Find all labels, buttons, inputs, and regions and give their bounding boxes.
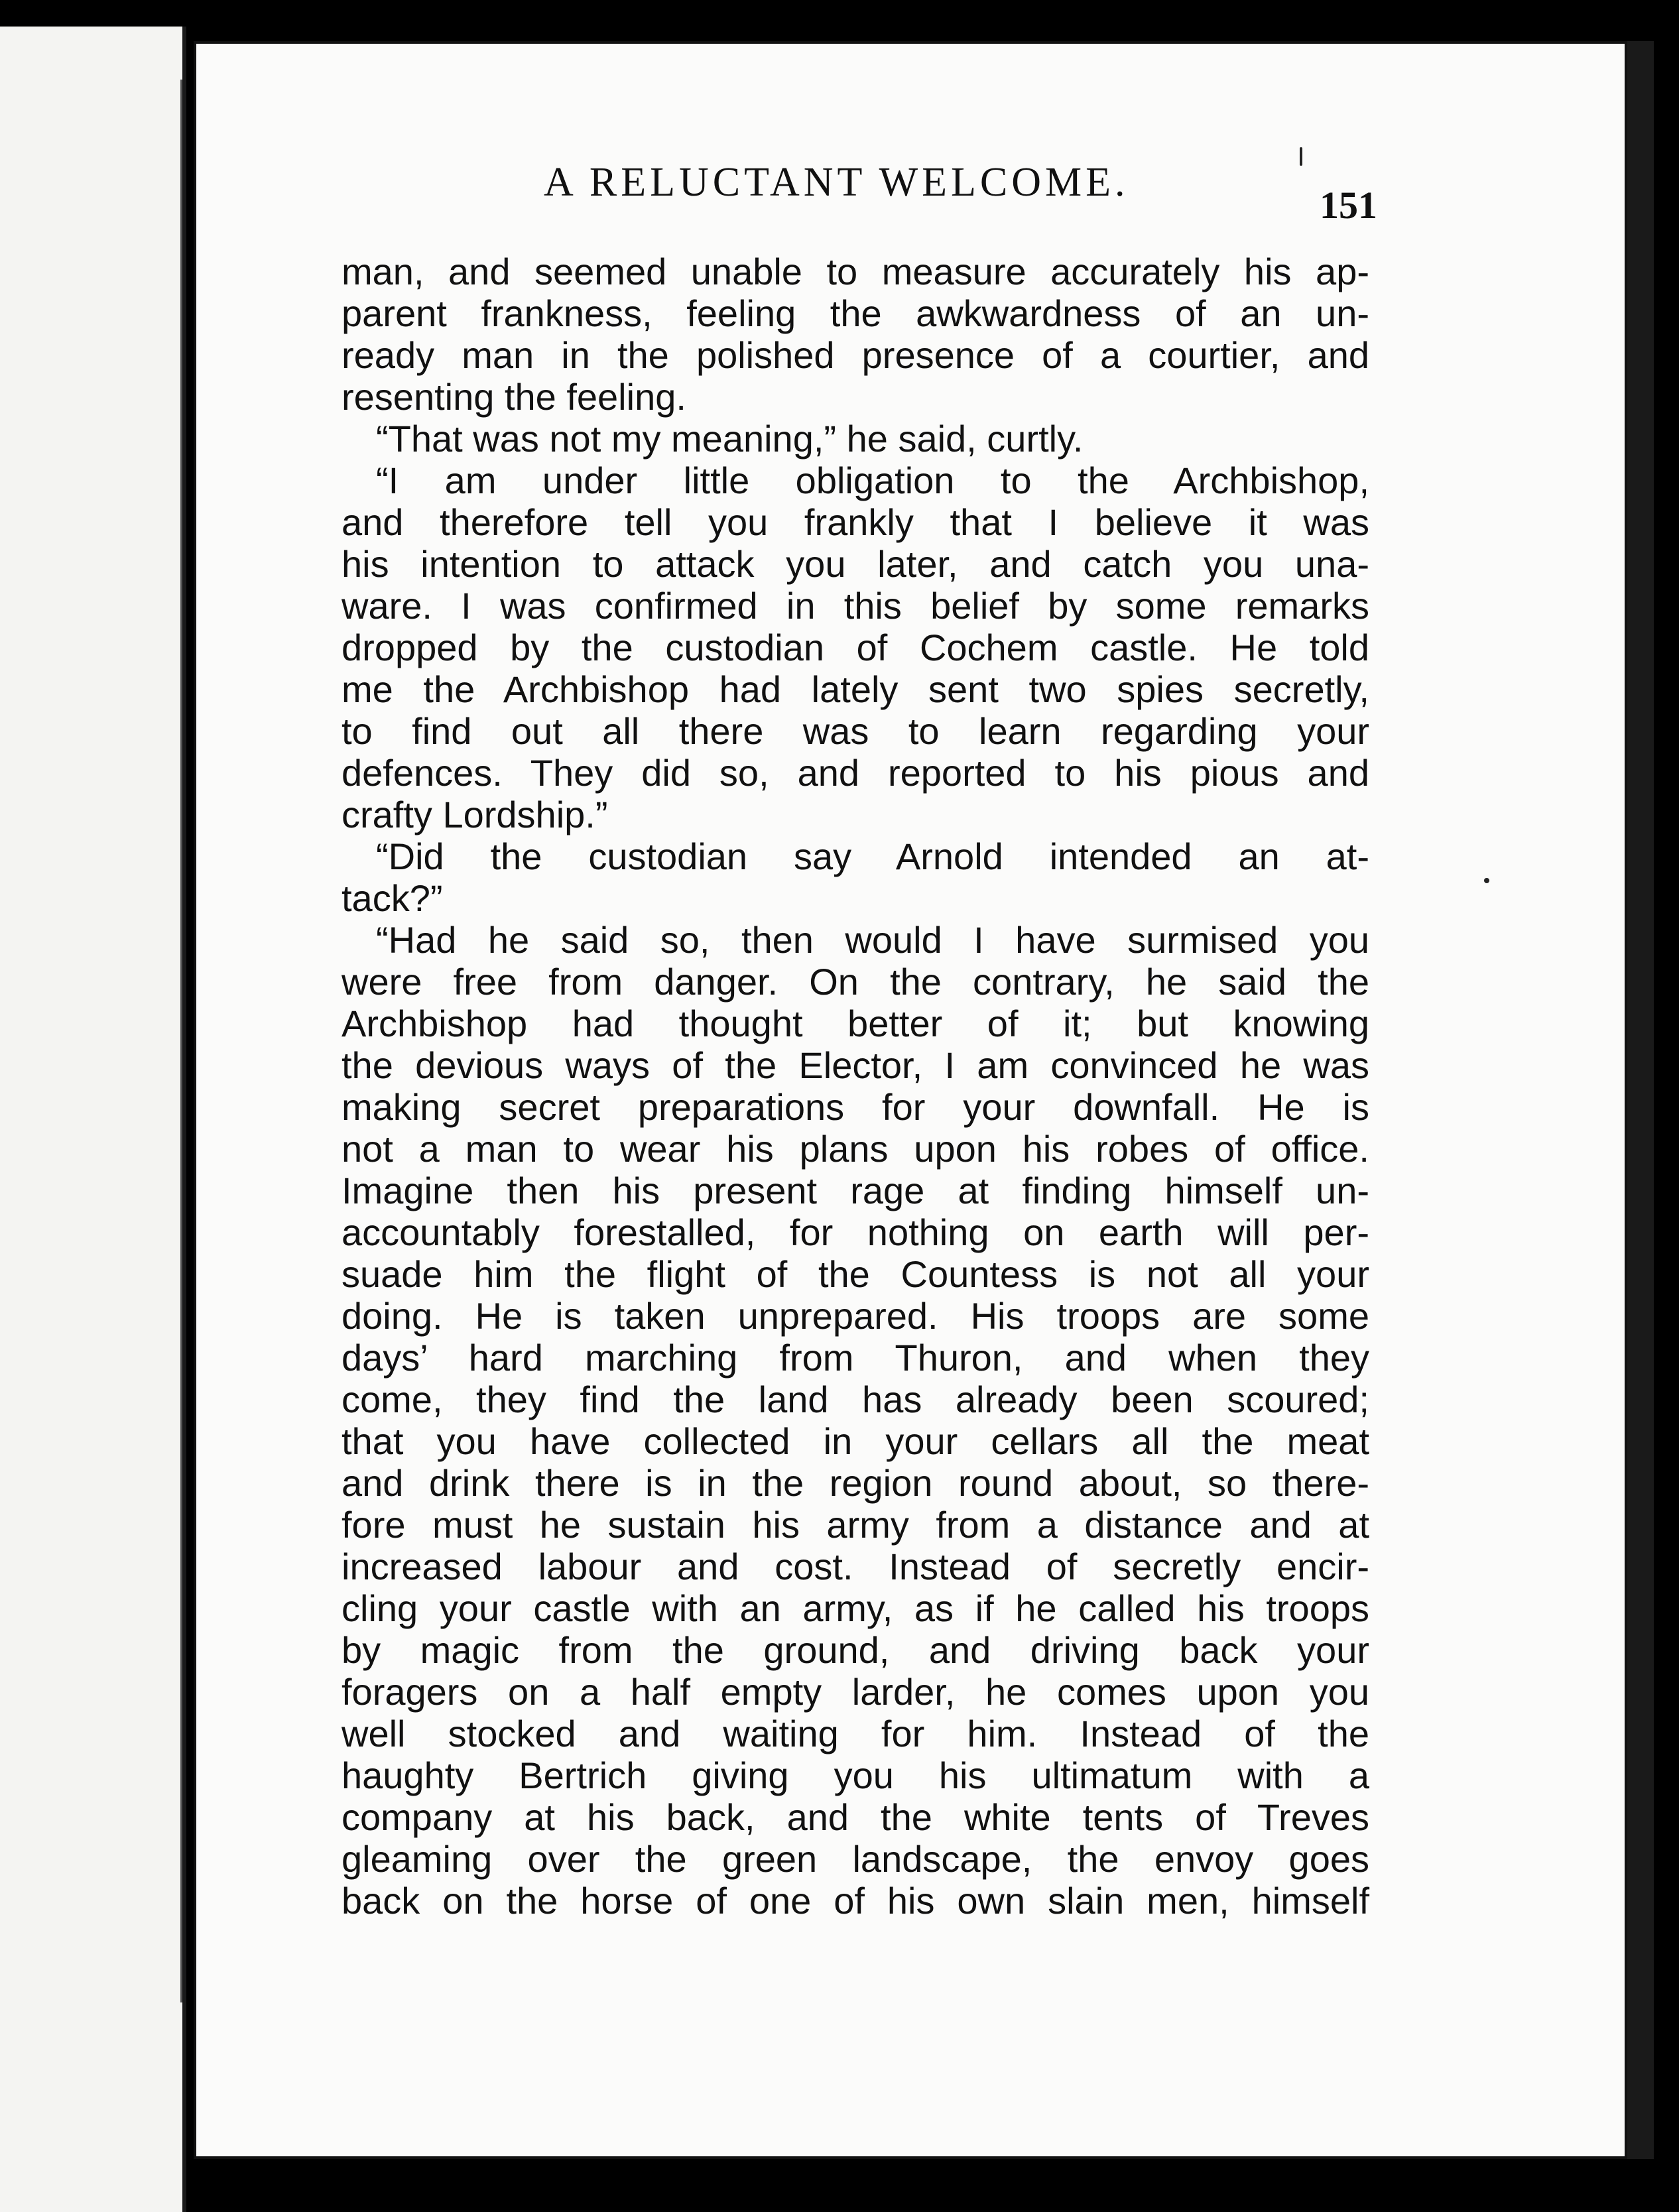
body-text [342,251,1369,1922]
text-line: me the Archbishop had lately sent two spies secretly, [342,668,1369,710]
text-line: Imagine then his present rage at finding himself un- [342,1170,1369,1211]
text-line: come, they find the land has already been scoured; [342,1379,1369,1420]
text-line: days’ hard marching from Thuron, and when they [342,1337,1369,1379]
text-line: to find out all there was to learn regarding your [342,710,1369,752]
text-line: making secret preparations for your downfall. He is [342,1086,1369,1128]
text-line: dropped by the custodian of Cochem castle. He told [342,627,1369,668]
text-line: the devious ways of the Elector, I am convinced he was [342,1044,1369,1086]
facing-page-left [0,27,186,2212]
text-line: and therefore tell you frankly that I believe it was [342,501,1369,543]
text-line: and drink there is in the region round about, so there- [342,1462,1369,1504]
page-gutter [180,80,182,2002]
text-line: “Did the custodian say Arnold intended an at- [376,835,1369,877]
text-line: “Had he said so, then would I have surmised you [376,919,1369,961]
text-line: ware. I was confirmed in this belief by some remarks [342,585,1369,627]
ink-speck [1484,878,1489,883]
text-line: back on the horse of one of his own slain men, himself [342,1880,1369,1922]
text-line: accountably forestalled, for nothing on earth will per- [342,1211,1369,1253]
page-number: 151 [1320,184,1377,227]
text-line: that you have collected in your cellars all the meat [342,1420,1369,1462]
text-line: not a man to wear his plans upon his robes of office. [342,1128,1369,1170]
text-line: increased labour and cost. Instead of secretly encir- [342,1546,1369,1587]
text-line: parent frankness, feeling the awkwardness of an un- [342,292,1369,334]
ink-speck [1300,147,1302,166]
text-line: doing. He is taken unprepared. His troops are some [342,1295,1369,1337]
text-line: Archbishop had thought better of it; but knowing [342,1003,1369,1044]
text-line: foragers on a half empty larder, he comes upon you [342,1671,1369,1713]
text-line: “That was not my meaning,” he said, curtly. [376,418,1084,460]
text-line: were free from danger. On the contrary, he said the [342,961,1369,1003]
text-line: his intention to attack you later, and catch you una- [342,543,1369,585]
text-line: gleaming over the green landscape, the envoy goes [342,1838,1369,1880]
text-line: suade him the flight of the Countess is not all your [342,1253,1369,1295]
text-line: crafty Lordship.” [342,794,608,835]
text-line: by magic from the ground, and driving back your [342,1629,1369,1671]
text-line: company at his back, and the white tents of Treves [342,1796,1369,1838]
text-line: “I am under little obligation to the Archbishop, [376,460,1369,501]
text-line: haughty Bertrich giving you his ultimatum with a [342,1754,1369,1796]
text-line: well stocked and waiting for him. Instead of the [342,1713,1369,1754]
text-line: tack?” [342,877,443,919]
text-line: ready man in the polished presence of a courtier, and [342,334,1369,376]
text-line: resenting the feeling. [342,376,686,418]
text-line: cling your castle with an army, as if he called his troops [342,1587,1369,1629]
text-line: defences. They did so, and reported to his pious and [342,752,1369,794]
text-line: man, and seemed unable to measure accurately his ap- [342,251,1369,292]
running-title: A RELUCTANT WELCOME. [544,160,1129,205]
text-line: fore must he sustain his army from a distance and at [342,1504,1369,1546]
page-edge-shadow [1627,41,1654,2159]
